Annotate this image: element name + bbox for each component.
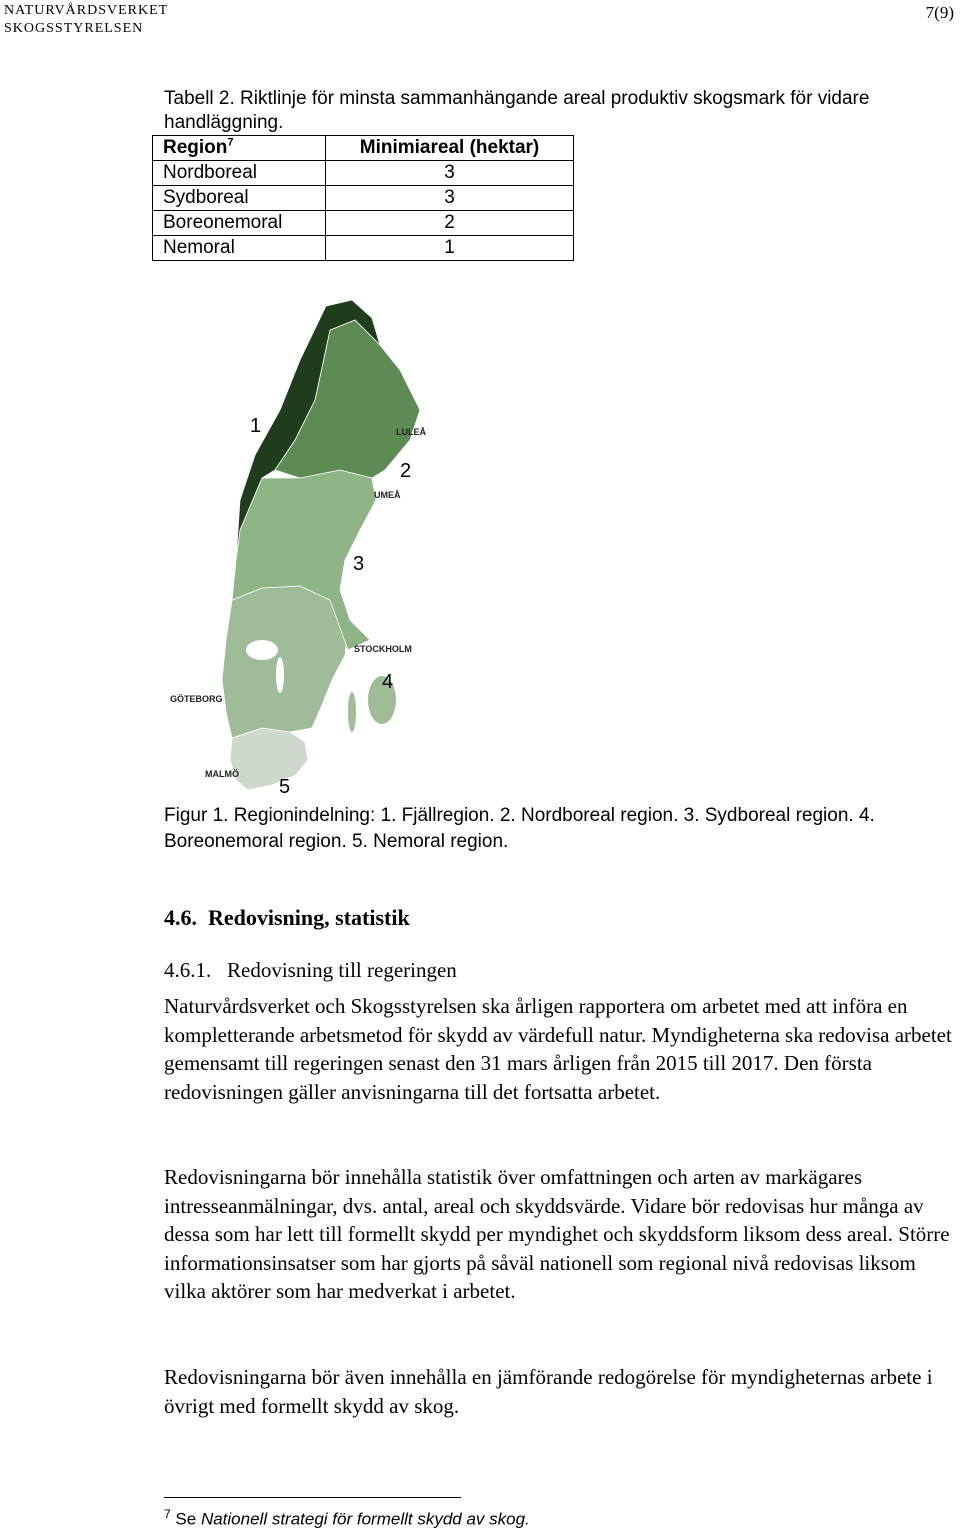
map-city-label: MALMÖ: [205, 769, 239, 779]
table-row: [153, 186, 574, 211]
map-region-number: 2: [400, 460, 412, 482]
section-heading: 4.6. Redovisning, statistik: [164, 905, 410, 930]
table-header-region: Region$^7$: [153, 136, 326, 161]
table-cell-region: Boreonemoral: [153, 211, 326, 236]
table-cell-area: 1: [326, 236, 574, 261]
table-cell-area: 2: [326, 211, 574, 236]
sweden-region-map: [160, 295, 450, 805]
footnote: [164, 1507, 530, 1530]
footnote-separator: [164, 1497, 461, 1498]
table-cell-region: Sydboreal: [153, 186, 326, 211]
map-region-nemoral: [230, 728, 308, 790]
footnote-prefix: Se: [175, 1509, 197, 1529]
table-cell-region: Nordboreal: [153, 161, 326, 186]
body-paragraph: Redovisningarna bör innehålla statistik över omfattningen och arten av markägares intresseanmälningar, dvs. antal, areal och skyddsvärde. Vidare bör redovisas hur många av dessa som har lett till formellt skydd per myndighet och skyddsform liksom dess areal. Större informationsinsatser som har gjorts på såväl nationell som regional nivå redovisas liksom vilka aktörer som har medverkat i arbetet.: [164, 1165, 950, 1304]
footnote-title: Nationell strategi för formellt skydd av skog.: [200, 1509, 530, 1529]
map-city-label: LULEÅ: [396, 427, 426, 437]
map-city-label: STOCKHOLM: [354, 644, 412, 654]
footnote-number: 7: [164, 1507, 171, 1521]
page-number: 7(9): [925, 3, 954, 22]
table-header-row: [153, 136, 574, 161]
document-header: [4, 2, 168, 38]
table-row: [153, 161, 574, 186]
table-caption: Tabell 2. Riktlinje för minsta sammanhängande areal produktiv skogsmark för vidare handläggning.: [164, 88, 870, 133]
map-region-number: 5: [279, 776, 291, 798]
map-region-boreonemoral: [222, 586, 348, 738]
subsection-heading: 4.6.1. Redovisning till regeringen: [164, 958, 457, 982]
header-org-line2: SKOGSSTYRELSEN: [4, 21, 144, 36]
table-cell-area: 3: [326, 161, 574, 186]
table-row: [153, 211, 574, 236]
footnote-ref: 7: [227, 136, 234, 149]
map-region-number: 3: [353, 553, 365, 575]
body-paragraph: Naturvårdsverket och Skogsstyrelsen ska årligen rapportera om arbetet med att införa en kompletterande arbetsmetod för skydd av värdefull natur. Myndigheterna ska redovisa arbetet gemensamt till regeringen senast den 31 mars årligen från 2015 till 2017. Den första redovisningen gäller anvisningarna till det fortsatta arbetet.: [164, 994, 952, 1104]
table-row: [153, 236, 574, 261]
table-cell-area: 3: [326, 186, 574, 211]
region-area-table: [152, 135, 574, 261]
map-lake-vattern: [276, 657, 284, 693]
body-paragraph: Redovisningarna bör även innehålla en jämförande redogörelse för myndigheternas arbete i övrigt med formellt skydd av skog.: [164, 1365, 933, 1418]
figure-caption: Figur 1. Regionindelning: 1. Fjällregion. 2. Nordboreal region. 3. Sydboreal region. 4. Boreonemoral region. 5. Nemoral region.: [164, 805, 875, 852]
header-org-line1: NATURVÅRDSVERKET: [4, 3, 169, 18]
map-city-label: GÖTEBORG: [170, 694, 223, 704]
table-cell-region: Nemoral: [153, 236, 326, 261]
map-region-number: 4: [382, 671, 394, 693]
map-region-number: 1: [250, 415, 262, 437]
map-island-oland: [348, 692, 356, 732]
table-header-area: Minimiareal (hektar): [326, 136, 574, 161]
map-city-label: UMEÅ: [374, 490, 401, 500]
map-lake-vanern: [246, 640, 278, 660]
